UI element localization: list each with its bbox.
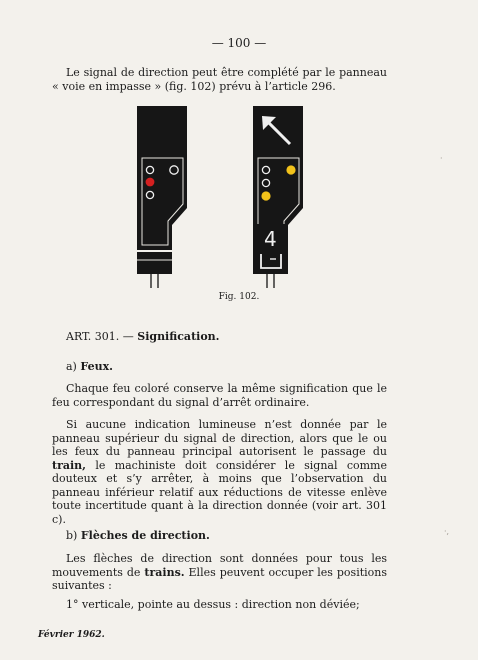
paragraph-bold-text: trains.	[144, 565, 185, 579]
article-title: Signification.	[137, 330, 220, 343]
intro-paragraph: Le signal de direction peut être complété par le panneau « voie en impasse » (fig. 102) prévu à l’article 296.	[52, 66, 387, 93]
left-signal-top-panel	[137, 106, 187, 154]
section-b-paragraph-1	[52, 552, 387, 593]
paragraph-text: Les flèches de direction sont données pour tous les mouvements de	[52, 552, 387, 579]
section-b-title: Flèches de direction.	[80, 529, 210, 542]
left-signal	[137, 106, 187, 288]
figure-caption: Fig. 102.	[218, 292, 260, 302]
right-lamp-yellow-1	[286, 165, 295, 174]
paper-mark: ·	[440, 154, 443, 163]
article-heading	[66, 330, 220, 343]
right-signal	[253, 106, 303, 288]
panel-digit: 4	[264, 227, 277, 251]
section-b-heading	[66, 529, 210, 542]
left-signal-base-panel	[137, 252, 172, 274]
section-a-label: a)	[66, 360, 77, 373]
section-a-paragraph-2	[52, 418, 387, 526]
section-a-title: Feux.	[80, 360, 113, 373]
paper-mark: ·,	[444, 527, 450, 536]
paragraph-bold-text: train,	[52, 458, 87, 472]
section-b-label: b)	[66, 529, 78, 542]
right-lamp-yellow-2	[261, 191, 270, 200]
left-lamp-red	[146, 178, 155, 187]
article-number: ART. 301. —	[66, 330, 134, 343]
figure-102	[0, 98, 478, 298]
paragraph-text: Si aucune indication lumineuse n’est donnée par le panneau supérieur du signal de direction, alors que le ou les feux du panneau principal autorisent le passage du	[52, 418, 387, 458]
section-a-heading	[66, 360, 113, 373]
footer-date: Février 1962.	[38, 630, 105, 640]
paragraph-text: Elles peuvent occuper les positions suivantes :	[52, 565, 388, 592]
section-b-list-item-1: 1° verticale, pointe au dessus : direction non déviée;	[66, 598, 360, 611]
paragraph-text: le machiniste doit considérer le signal comme douteux et s’y arrêter, à moins que l’observation du panneau inférieur relatif aux réductions de vitesse enlève toute incertitude quant à la direction donnée (voir art. 301 c).	[52, 458, 387, 526]
left-signal-lamp-panel	[137, 154, 187, 250]
page-number: — 100 —	[211, 36, 267, 50]
section-a-paragraph-1: Chaque feu coloré conserve la même signification que le feu correspondant du signal d’arrêt ordinaire.	[52, 382, 387, 409]
